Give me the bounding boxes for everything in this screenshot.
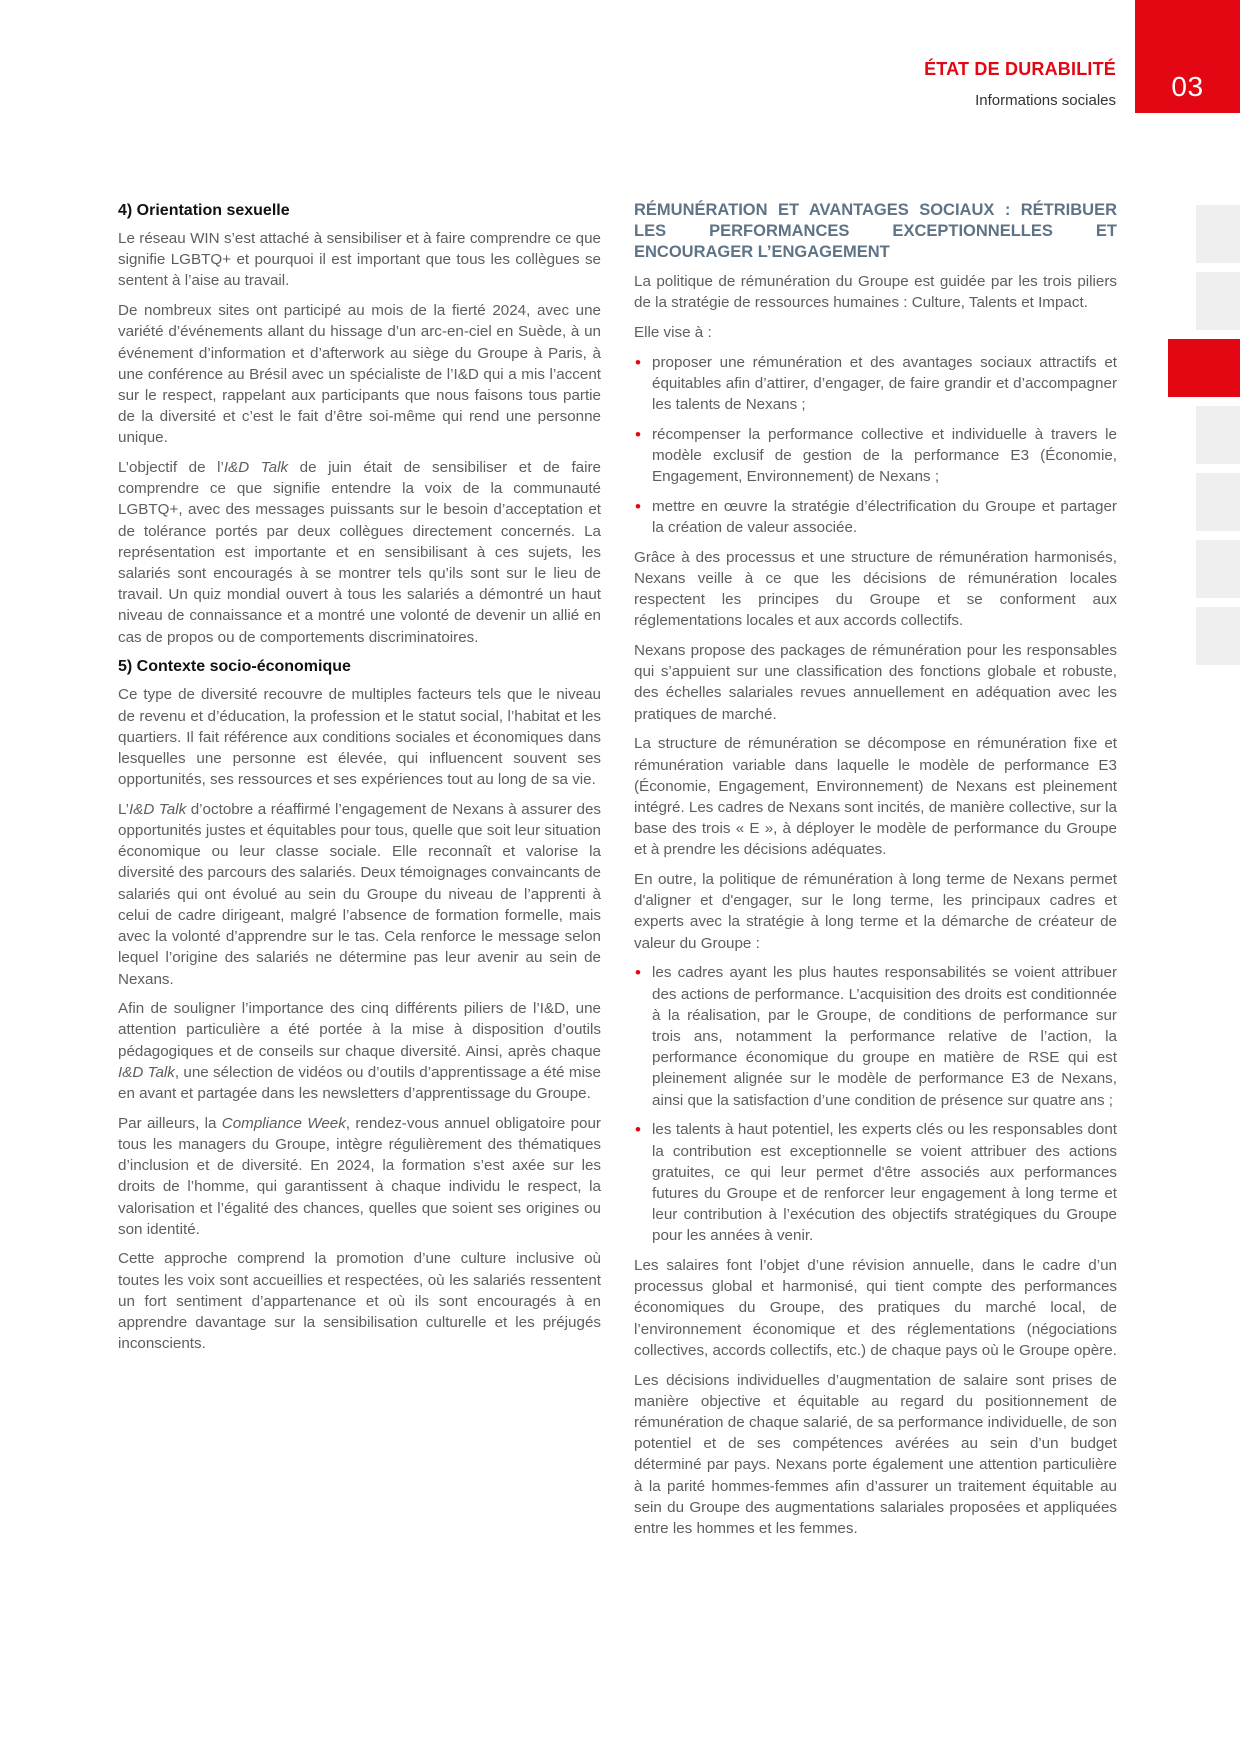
paragraph: Les décisions individuelles d’augmentation de salaire sont prises de manière objective et équitable au regard du positionnement de rémunération de chaque salarié, de sa performance individuelle, de son potentiel et de ses compétences avérées au sein d’un budget déterminé par pays. Nexans porte également une attention particulière à la parité hommes-femmes afin d’assurer un traitement équitable au sein du Groupe des augmentations salariales proposées et appliquées entre les hommes et les femmes. <box>634 1371 1117 1537</box>
paragraph: De nombreux sites ont participé au mois de la fierté 2024, avec une variété d’événements allant du hissage d’un arc-en-ciel en Suède, à un événement d’information et d’afterwork au siège du Groupe à Paris, à une conférence au Brésil avec un spécialiste de l’I&D qui a mis l’accent sur le respect, rappelant aux participants que nous faisons tous partie de la diversité et c’est le fait d’être soi-même qui rend une personne unique. <box>118 302 601 447</box>
side-tab-6[interactable] <box>1196 540 1240 598</box>
left-column <box>118 200 601 1363</box>
paragraph: L’objectif de l’I&D Talk de juin était de sensibiliser et de faire comprendre ce que signifie entendre la voix de la communauté LGBTQ+, avec des messages puissants sur le besoin d’acceptation et de tolérance portés par deux collègues directement concernés. La représentation est importante et en sensibilisant à ces sujets, les salariés sont encouragés à se montrer tels qu’ils sont sur le lieu de travail. Un quiz mondial ouvert à tous les salariés a démontré un haut niveau de connaissance et a montré une volonté de devenir un allié en cas de propos ou de comportements discriminatoires. <box>118 459 601 646</box>
paragraph: Afin de souligner l’importance des cinq différents piliers de l’I&D, une attention particulière a été portée à la mise à disposition d’outils pédagogiques et de conseils sur chaque diversité. Ainsi, après chaque I&D Talk, une sélection de vidéos ou d’outils d’apprentissage a été mise en avant et partagée dans les newsletters d’apprentissage du Groupe. <box>118 1000 601 1103</box>
chapter-number: 03 <box>1135 0 1240 113</box>
page-header <box>924 58 1116 112</box>
bullet-icon: • <box>635 1120 641 1140</box>
bullet-icon: • <box>635 963 641 983</box>
heading-sexual-orientation: 4) Orientation sexuelle <box>118 202 290 219</box>
side-tab-2[interactable] <box>1196 272 1240 330</box>
paragraph: La politique de rémunération du Groupe est guidée par les trois piliers de la stratégie de ressources humaines : Culture, Talents et Impact. <box>634 273 1117 312</box>
paragraph: Le réseau WIN s’est attaché à sensibiliser et à faire comprendre ce que signifie LGBTQ+ et pourquoi il est important que tous les collègues se sentent à l’aise au travail. <box>118 230 601 290</box>
list-item: • récompenser la performance collective et individuelle à travers le modèle exclusif de gestion de la performance E3 (Économie, Engagement, Environnement) de Nexans ; <box>635 424 1117 486</box>
bullet-list <box>634 962 1117 1246</box>
side-tab-4[interactable] <box>1196 406 1240 464</box>
paragraph: L’I&D Talk d’octobre a réaffirmé l’engagement de Nexans à assurer des opportunités justes et équitables pour tous, quelle que soit leur situation économique ou leur classe sociale. Elle reconnaît et valorise la diversité des parcours des salariés. Deux témoignages convaincants de salariés qui ont évolué au sein du Groupe du niveau de l’apprenti à celui de cadre dirigeant, malgré l’absence de formation formelle, mais avec la volonté d’apprendre sur le tas. Cela renforce le message selon lequel l’origine des salariés ne détermine pas leur avenir au sein de Nexans. <box>118 800 601 988</box>
bullet-icon: • <box>635 424 641 444</box>
right-column <box>634 200 1117 1548</box>
bullet-icon: • <box>635 496 641 516</box>
paragraph: Ce type de diversité recouvre de multiples facteurs tels que le niveau de revenu et d’éducation, la profession et le statut social, l’habitat et les quartiers. Il fait référence aux conditions sociales et économiques dans lesquelles une personne est élevée, qui influencent souvent ses opportunités, ses ressources et ses expériences tout au long de sa vie. <box>118 686 601 789</box>
section-subtitle: Informations sociales <box>975 92 1116 109</box>
side-tab-1[interactable] <box>1196 205 1240 263</box>
list-item: • les talents à haut potentiel, les experts clés ou les responsables dont la contribution est exceptionnelle se voient attribuer des actions gratuites, ce qui leur permet d'être associés aux performances futures du Groupe et de renforcer leur engagement à long terme et leur contribution à l’exécution des objectifs stratégiques du Groupe pour les années à venir. <box>635 1120 1117 1245</box>
paragraph: Nexans propose des packages de rémunération pour les responsables qui s’appuient sur une classification des fonctions globale et robuste, des échelles salariales revues annuellement en adéquation avec les pratiques de marché. <box>634 642 1117 723</box>
paragraph: En outre, la politique de rémunération à long terme de Nexans permet d'aligner et d'engager, sur le long terme, les principaux cadres et experts avec la stratégie à long terme et la démarche de créateur de valeur du Groupe : <box>634 871 1117 952</box>
heading-remuneration: RÉMUNÉRATION ET AVANTAGES SOCIAUX : RÉTRIBUER LES PERFORMANCES EXCEPTIONNELLES ET ENCOURAGER L’ENGAGEMENT <box>634 201 1117 261</box>
heading-socio-economic: 5) Contexte socio-économique <box>118 658 351 676</box>
paragraph: Par ailleurs, la Compliance Week, rendez-vous annuel obligatoire pour tous les managers du Groupe, intègre régulièrement des thématiques d’inclusion et de diversité. En 2024, la formation s’est axée sur les droits de l’homme, qui garantissent à chaque individu le respect, la valorisation et l’égalité des chances, quelles que soient ses origines ou son identité. <box>118 1114 601 1238</box>
paragraph: Cette approche comprend la promotion d’une culture inclusive où toutes les voix sont accueillies et respectées, où les salariés ressentent un fort sentiment d’appartenance et où ils sont encouragés à en apprendre davantage sur la sensibilisation culturelle et les préjugés inconscients. <box>118 1250 601 1353</box>
bullet-list <box>634 352 1117 539</box>
paragraph: La structure de rémunération se décompose en rémunération fixe et rémunération variable dans laquelle le modèle de performance E3 (Économie, Engagement, Environnement) de Nexans est pleinement intégré. Les cadres de Nexans sont incités, de manière collective, sur la base des trois « E », à déployer le modèle de performance du Groupe et à prendre les décisions adéquates. <box>634 735 1117 859</box>
bullet-icon: • <box>635 352 641 372</box>
paragraph: Les salaires font l’objet d’une révision annuelle, dans le cadre d’un processus global et harmonisé, qui tient compte des performances économiques du Groupe, des pratiques du marché local, de l’environnement économique et des réglementations (négociations collectives, accords collectifs, etc.) de chaque pays où le Groupe opère. <box>634 1257 1117 1359</box>
side-tab-5[interactable] <box>1196 473 1240 531</box>
side-tab-7[interactable] <box>1196 607 1240 665</box>
side-navigation <box>1196 205 1240 674</box>
paragraph: Grâce à des processus et une structure de rémunération harmonisés, Nexans veille à ce que les décisions de rémunération locales respectent les principes du Groupe et se conforment aux réglementations locales et aux accords collectifs. <box>634 548 1117 630</box>
section-title: ÉTAT DE DURABILITÉ <box>924 59 1116 79</box>
side-tab-3-active[interactable] <box>1168 339 1240 397</box>
list-item: • les cadres ayant les plus hautes responsabilités se voient attribuer des actions de performance. L’acquisition des droits est conditionnée à la réalisation, par le Groupe, de conditions de performance sur trois ans, notamment la performance relative de l’action, la performance économique du groupe en matière de RSE qui est pleinement alignée sur le modèle de performance E3 de Nexans, ainsi que la satisfaction d’une condition de présence sur quatre ans ; <box>635 963 1117 1109</box>
list-item: • mettre en œuvre la stratégie d’électrification du Groupe et partager la création de valeur associée. <box>635 496 1117 537</box>
list-item: • proposer une rémunération et des avantages sociaux attractifs et équitables afin d’attirer, d’engager, de faire grandir et d’accompagner les talents de Nexans ; <box>635 352 1117 414</box>
paragraph: Elle vise à : <box>634 323 712 341</box>
